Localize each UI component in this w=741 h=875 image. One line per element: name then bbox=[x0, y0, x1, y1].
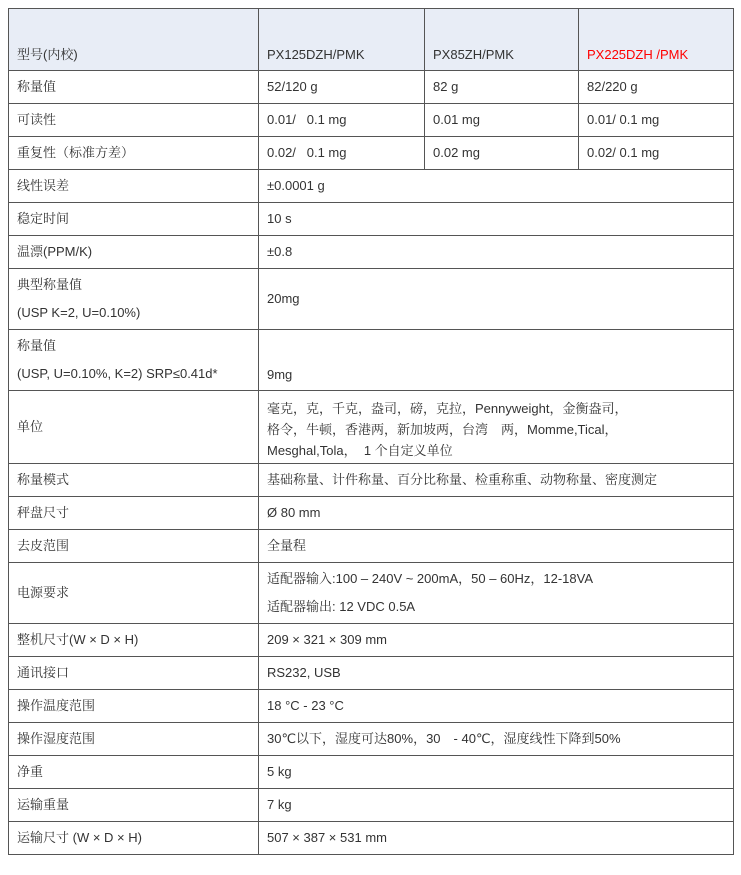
row-value: 0.01 mg bbox=[425, 104, 579, 137]
row-value: 30℃以下，湿度可达80%，30 - 40℃，湿度线性下降到50% bbox=[259, 723, 734, 756]
row-value: Ø 80 mm bbox=[259, 497, 734, 530]
row-value: ±0.0001 g bbox=[259, 170, 734, 203]
row-label: 线性误差 bbox=[9, 170, 259, 203]
row-label: 稳定时间 bbox=[9, 203, 259, 236]
table-row bbox=[9, 624, 734, 657]
spec-table bbox=[8, 8, 734, 855]
row-value: 209 × 321 × 309 mm bbox=[259, 624, 734, 657]
row-label: 称量模式 bbox=[9, 464, 259, 497]
table-row bbox=[9, 104, 734, 137]
row-label-line: 称量值 bbox=[17, 338, 57, 353]
header-model-2: PX85ZH/PMK bbox=[425, 9, 579, 71]
power-line: 适配器输出: 12 VDC 0.5A bbox=[267, 599, 416, 614]
row-label bbox=[9, 330, 259, 391]
row-label: 温漂(PPM/K) bbox=[9, 236, 259, 269]
table-row bbox=[9, 464, 734, 497]
row-label: 操作湿度范围 bbox=[9, 723, 259, 756]
unit-line: 格令，牛顿，香港两，新加坡两，台湾 两，Momme,Tical， bbox=[267, 422, 618, 437]
row-value: 7 kg bbox=[259, 789, 734, 822]
table-row bbox=[9, 330, 734, 391]
row-value: 0.01/ 0.1 mg bbox=[579, 104, 734, 137]
row-label: 整机尺寸(W × D × H) bbox=[9, 624, 259, 657]
row-label: 运输重量 bbox=[9, 789, 259, 822]
row-label-line: 典型称量值 bbox=[17, 277, 83, 292]
row-value: 18 °C - 23 °C bbox=[259, 690, 734, 723]
row-value: 5 kg bbox=[259, 756, 734, 789]
table-row bbox=[9, 203, 734, 236]
header-model-3: PX225DZH /PMK bbox=[579, 9, 734, 71]
table-row bbox=[9, 269, 734, 330]
row-value: 82/220 g bbox=[579, 71, 734, 104]
row-label: 去皮范围 bbox=[9, 530, 259, 563]
row-value: 0.02/ 0.1 mg bbox=[259, 137, 425, 170]
table-row bbox=[9, 497, 734, 530]
row-label: 操作温度范围 bbox=[9, 690, 259, 723]
table-row bbox=[9, 822, 734, 855]
row-value: 0.02/ 0.1 mg bbox=[579, 137, 734, 170]
table-row bbox=[9, 756, 734, 789]
row-label-line: (USP, U=0.10%, K=2) SRP≤0.41d* bbox=[17, 366, 218, 381]
header-model-1: PX125DZH/PMK bbox=[259, 9, 425, 71]
row-value: ±0.8 bbox=[259, 236, 734, 269]
row-value: 0.02 mg bbox=[425, 137, 579, 170]
row-label: 运输尺寸 (W × D × H) bbox=[9, 822, 259, 855]
row-label: 可读性 bbox=[9, 104, 259, 137]
table-row bbox=[9, 530, 734, 563]
row-label-line: (USP K=2, U=0.10%) bbox=[17, 305, 141, 320]
table-row bbox=[9, 690, 734, 723]
unit-line: 毫克，克，千克，盎司，磅，克拉，Pennyweight，金衡盎司， bbox=[267, 401, 628, 416]
row-label: 通讯接口 bbox=[9, 657, 259, 690]
row-value: 9mg bbox=[259, 330, 734, 391]
row-label bbox=[9, 269, 259, 330]
table-row bbox=[9, 170, 734, 203]
row-value: 20mg bbox=[259, 269, 734, 330]
power-line: 适配器输入:100 – 240V ~ 200mA，50 – 60Hz，12-18VA bbox=[267, 571, 594, 586]
row-value: 52/120 g bbox=[259, 71, 425, 104]
table-row bbox=[9, 723, 734, 756]
row-label: 单位 bbox=[9, 391, 259, 464]
table-row bbox=[9, 391, 734, 464]
row-label: 重复性（标准方差） bbox=[9, 137, 259, 170]
row-label: 秤盘尺寸 bbox=[9, 497, 259, 530]
row-value bbox=[259, 391, 734, 464]
table-row bbox=[9, 137, 734, 170]
table-row bbox=[9, 657, 734, 690]
row-label: 电源要求 bbox=[9, 563, 259, 624]
row-value: 10 s bbox=[259, 203, 734, 236]
table-row bbox=[9, 789, 734, 822]
row-label: 净重 bbox=[9, 756, 259, 789]
row-value bbox=[259, 563, 734, 624]
row-value: 全量程 bbox=[259, 530, 734, 563]
row-value: 基础称量、计件称量、百分比称量、检重称重、动物称量、密度测定 bbox=[259, 464, 734, 497]
table-row bbox=[9, 71, 734, 104]
row-label: 称量值 bbox=[9, 71, 259, 104]
unit-line: Mesghal,Tola， 1 个自定义单位 bbox=[267, 443, 453, 458]
table-row bbox=[9, 236, 734, 269]
row-value: 0.01/ 0.1 mg bbox=[259, 104, 425, 137]
row-value: RS232, USB bbox=[259, 657, 734, 690]
row-value: 507 × 387 × 531 mm bbox=[259, 822, 734, 855]
header-row bbox=[9, 9, 734, 71]
row-value: 82 g bbox=[425, 71, 579, 104]
header-label: 型号(内校) bbox=[9, 9, 259, 71]
table-row bbox=[9, 563, 734, 624]
